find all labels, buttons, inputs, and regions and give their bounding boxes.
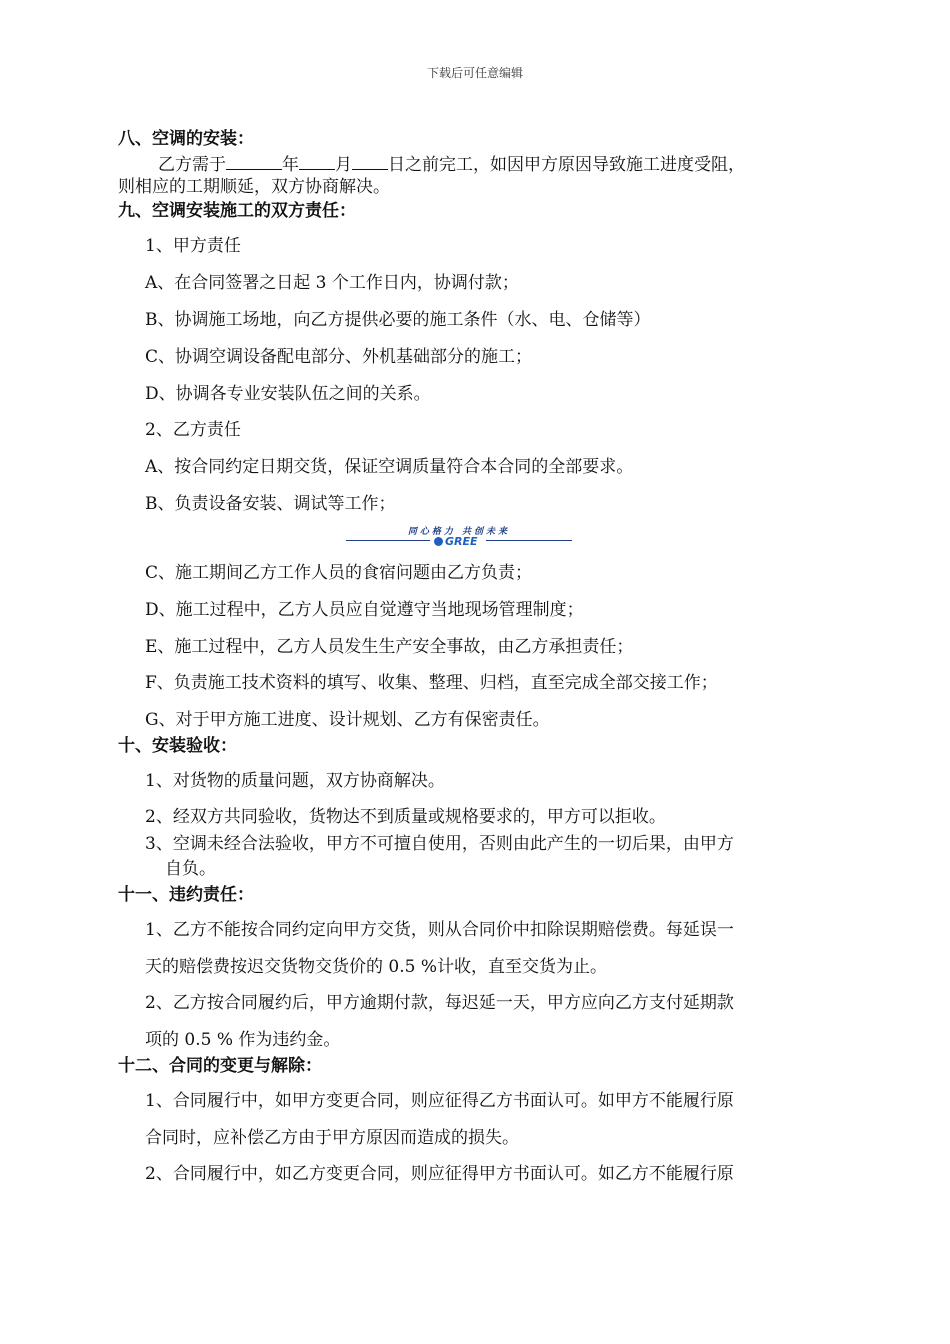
section-8-paragraph-line-1 [158,152,745,176]
party-b-item: G、对于甲方施工进度、设计规划、乙方有保密责任。 [145,710,550,730]
acceptance-item: 1、对货物的质量问题，双方协商解决。 [145,771,445,791]
party-a-heading: 1、甲方责任 [145,236,241,256]
text-fragment: 月 [335,155,352,175]
section-9-title: 九、空调安装施工的双方责任： [118,201,356,221]
logo-brand [434,535,478,548]
party-a-item: A、在合同签署之日起 3 个工作日内，协调付款； [145,273,519,293]
text-fragment: 日之前完工，如因甲方原因导致施工进度受阻， [388,155,745,175]
party-a-item: D、协调各专业安装队伍之间的关系。 [145,384,431,404]
acceptance-item-continuation: 自负。 [165,859,216,879]
party-a-item: B、协调施工场地，向乙方提供必要的施工条件（水、电、仓储等） [145,310,651,330]
section-11-title: 十一、违约责任： [118,885,254,905]
party-b-heading: 2、乙方责任 [145,420,241,440]
logo-rule-left [346,540,430,541]
acceptance-item: 3、空调未经合法验收，甲方不可擅自使用，否则由此产生的一切后果，由甲方 [145,834,734,854]
party-b-item: D、施工过程中，乙方人员应自觉遵守当地现场管理制度； [145,600,584,620]
gree-logo [346,524,572,546]
liability-item-2-line-1: 2、乙方按合同履约后，甲方逾期付款，每迟延一天，甲方应向乙方支付延期款 [145,993,734,1013]
section-10-title: 十、安装验收： [118,736,237,756]
year-blank [226,152,282,170]
section-8-paragraph-line-2: 则相应的工期顺延，双方协商解决。 [118,177,390,197]
liability-item-2-line-2: 项的 0.5 % 作为违约金。 [145,1030,341,1050]
party-b-item: E、施工过程中，乙方人员发生生产安全事故，由乙方承担责任； [145,637,634,657]
page-header-note: 下载后可任意编辑 [426,66,523,80]
month-blank [299,152,335,170]
liability-item-1-line-2: 天的赔偿费按迟交货物交货价的 0.5 %计收，直至交货为止。 [145,957,607,977]
logo-rule-right [486,540,572,541]
party-b-item: F、负责施工技术资料的填写、收集、整理、归档，直至完成全部交接工作； [145,673,718,693]
section-8-title: 八、空调的安装： [118,129,254,149]
liability-item-1-line-1: 1、乙方不能按合同约定向甲方交货，则从合同价中扣除误期赔偿费。每延误一 [145,920,734,940]
party-b-item: B、负责设备安装、调试等工作； [145,494,396,514]
day-blank [352,152,388,170]
change-item-1-line-2: 合同时，应补偿乙方由于甲方原因而造成的损失。 [145,1128,519,1148]
change-item-1-line-1: 1、合同履行中，如甲方变更合同，则应征得乙方书面认可。如甲方不能履行原 [145,1091,734,1111]
party-b-item: C、施工期间乙方工作人员的食宿问题由乙方负责； [145,563,533,583]
section-12-title: 十二、合同的变更与解除： [118,1056,322,1076]
text-fragment: 乙方需于 [158,155,226,175]
logo-slogan: 同心格力 共创未来 [407,527,511,537]
change-item-2-line-1: 2、合同履行中，如乙方变更合同，则应征得甲方书面认可。如乙方不能履行原 [145,1164,734,1184]
logo-brand-text: GREE [445,535,478,548]
party-a-item: C、协调空调设备配电部分、外机基础部分的施工； [145,347,533,367]
acceptance-item: 2、经双方共同验收，货物达不到质量或规格要求的，甲方可以拒收。 [145,807,666,827]
gree-mark-icon [434,537,443,546]
text-fragment: 年 [282,155,299,175]
party-b-item: A、按合同约定日期交货，保证空调质量符合本合同的全部要求。 [145,457,634,477]
